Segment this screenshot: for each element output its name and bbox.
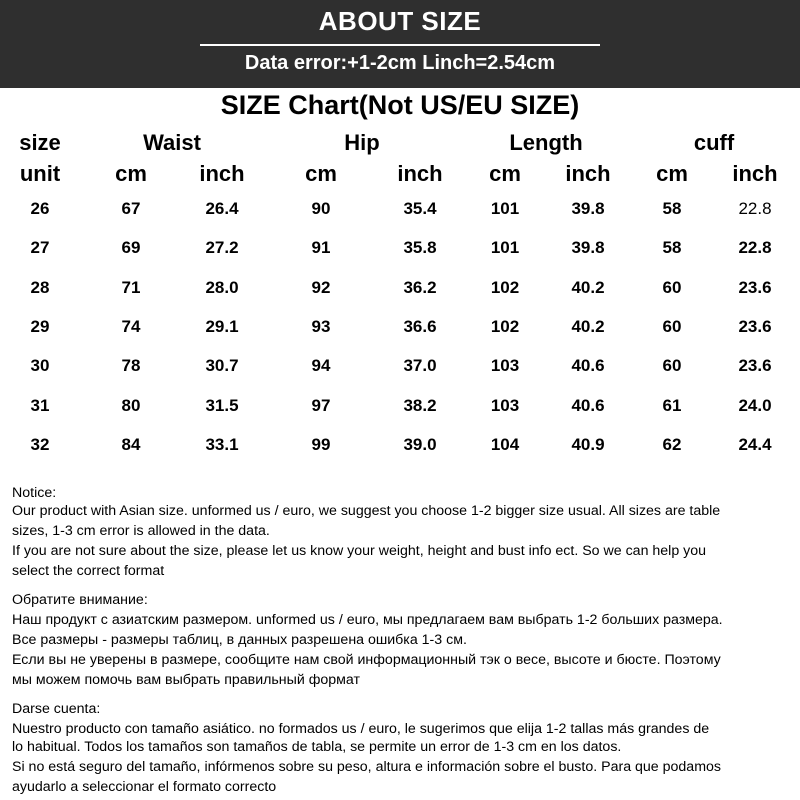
notice-line: мы можем помочь вам выбрать правильный формат xyxy=(12,672,360,688)
group-header: Waist xyxy=(143,130,201,155)
notice-line: select the correct format xyxy=(12,563,165,579)
table-cell: 71 xyxy=(121,277,141,297)
table-cell: 23.6 xyxy=(738,277,772,297)
table-cell: 69 xyxy=(121,238,141,258)
table-cell: 92 xyxy=(311,277,331,297)
group-header: Length xyxy=(509,130,583,155)
table-cell: 40.2 xyxy=(571,277,605,297)
table-cell: 40.2 xyxy=(571,316,605,336)
unit-header: inch xyxy=(397,161,443,186)
table-cell: 24.0 xyxy=(738,395,772,415)
table-cell: 103 xyxy=(490,356,520,376)
table-cell: 58 xyxy=(662,238,682,258)
table-cell: 23.6 xyxy=(738,316,772,336)
notice-line: Si no está seguro del tamaño, infórmenos sobre su peso, altura e información sobre el busto. Para que podamos xyxy=(12,759,722,775)
header-subtitle: Data error:+1-2cm Linch=2.54cm xyxy=(244,52,556,74)
table-cell: 91 xyxy=(311,238,331,258)
table-cell: 28.0 xyxy=(205,277,239,297)
table-cell: 84 xyxy=(121,434,141,454)
table-cell: 102 xyxy=(490,316,520,336)
table-cell: 31.5 xyxy=(205,395,239,415)
table-cell: 22.8 xyxy=(738,199,772,218)
notice-line: Все размеры - размеры таблиц, в данных разрешена ошибка 1-3 см. xyxy=(12,632,467,648)
table-cell: 29 xyxy=(30,316,50,336)
notice-line: Nuestro producto con tamaño asiático. no formados us / euro, le sugerimos que elija 1-2 tallas más grandes de xyxy=(12,721,710,737)
table-cell: 60 xyxy=(662,277,682,297)
table-cell: 99 xyxy=(311,434,331,454)
table-cell: 60 xyxy=(662,356,682,376)
table-cell: 36.6 xyxy=(403,316,437,336)
table-cell: 101 xyxy=(490,238,520,258)
table-cell: 31 xyxy=(30,395,50,415)
unit-header: inch xyxy=(565,161,611,186)
notice-line: sizes, 1-3 cm error is allowed in the data. xyxy=(12,523,270,539)
table-cell: 97 xyxy=(311,395,331,415)
header-title: ABOUT SIZE xyxy=(318,6,482,36)
table-cell: 90 xyxy=(311,199,331,218)
notice-line: Обратите внимание: xyxy=(12,592,148,608)
table-cell: 23.6 xyxy=(738,356,772,376)
table-cell: 24.4 xyxy=(738,434,772,454)
unit-header: cm xyxy=(656,161,688,186)
notice-line: Notice: xyxy=(12,485,57,501)
table-cell: 27.2 xyxy=(205,238,239,258)
table-cell: 62 xyxy=(662,434,682,454)
table-cell: 78 xyxy=(121,356,141,376)
table-cell: 39.0 xyxy=(403,434,437,454)
notice-line: If you are not sure about the size, please let us know your weight, height and bust info ect. So we can help you xyxy=(12,543,707,559)
table-cell: 40.6 xyxy=(571,395,605,415)
group-header: cuff xyxy=(693,130,735,155)
table-cell: 38.2 xyxy=(403,395,437,415)
unit-header: cm xyxy=(489,161,521,186)
table-cell: 40.9 xyxy=(571,434,605,454)
table-cell: 26 xyxy=(30,199,50,218)
notice-line: ayudarlo a seleccionar el formato correcto xyxy=(12,779,277,795)
notice-line: Our product with Asian size. unformed us / euro, we suggest you choose 1-2 bigger size usual. All sizes are table xyxy=(12,503,721,519)
table-cell: 101 xyxy=(490,199,520,218)
table-cell: 30.7 xyxy=(205,356,239,376)
table-cell: 33.1 xyxy=(205,434,239,454)
group-header: size xyxy=(19,130,61,155)
table-cell: 37.0 xyxy=(403,356,437,376)
table-cell: 74 xyxy=(121,316,141,336)
table-cell: 58 xyxy=(662,199,682,218)
unit-header: cm xyxy=(115,161,147,186)
table-cell: 22.8 xyxy=(738,238,772,258)
notice-line: Наш продукт с азиатским размером. unformed us / euro, мы предлагаем вам выбрать 1-2 больших размера. xyxy=(12,612,723,628)
table-cell: 102 xyxy=(490,277,520,297)
table-cell: 26.4 xyxy=(205,199,239,218)
table-cell: 94 xyxy=(311,356,331,376)
unit-header: cm xyxy=(305,161,337,186)
table-cell: 27 xyxy=(30,238,50,258)
table-cell: 32 xyxy=(30,434,50,454)
unit-header: unit xyxy=(19,161,61,186)
table-cell: 30 xyxy=(30,356,50,376)
notice-line: Если вы не уверены в размере, сообщите нам свой информационный тэк о весе, высоте и бюсте. Поэтому xyxy=(12,652,721,668)
chart-title: SIZE Chart(Not US/EU SIZE) xyxy=(220,90,580,120)
table-cell: 36.2 xyxy=(403,277,437,297)
group-header: Hip xyxy=(344,130,380,155)
notice-line: Darse cuenta: xyxy=(12,701,101,717)
table-cell: 60 xyxy=(662,316,682,336)
table-cell: 61 xyxy=(662,395,682,415)
table-cell: 93 xyxy=(311,316,331,336)
table-cell: 39.8 xyxy=(571,238,605,258)
table-cell: 39.8 xyxy=(571,199,605,218)
table-cell: 67 xyxy=(121,199,141,218)
table-cell: 29.1 xyxy=(205,316,239,336)
table-cell: 103 xyxy=(490,395,520,415)
table-cell: 40.6 xyxy=(571,356,605,376)
table-cell: 35.8 xyxy=(403,238,437,258)
header-divider xyxy=(200,44,600,46)
header-banner xyxy=(0,0,800,88)
table-cell: 80 xyxy=(121,395,141,415)
table-cell: 35.4 xyxy=(403,199,437,218)
unit-header: inch xyxy=(199,161,245,186)
notice-line: lo habitual. Todos los tamaños son tamaños de tabla, se permite un error de 1-3 cm en los datos. xyxy=(12,739,622,755)
unit-header: inch xyxy=(732,161,778,186)
table-cell: 28 xyxy=(30,277,50,297)
table-cell: 104 xyxy=(490,434,520,454)
